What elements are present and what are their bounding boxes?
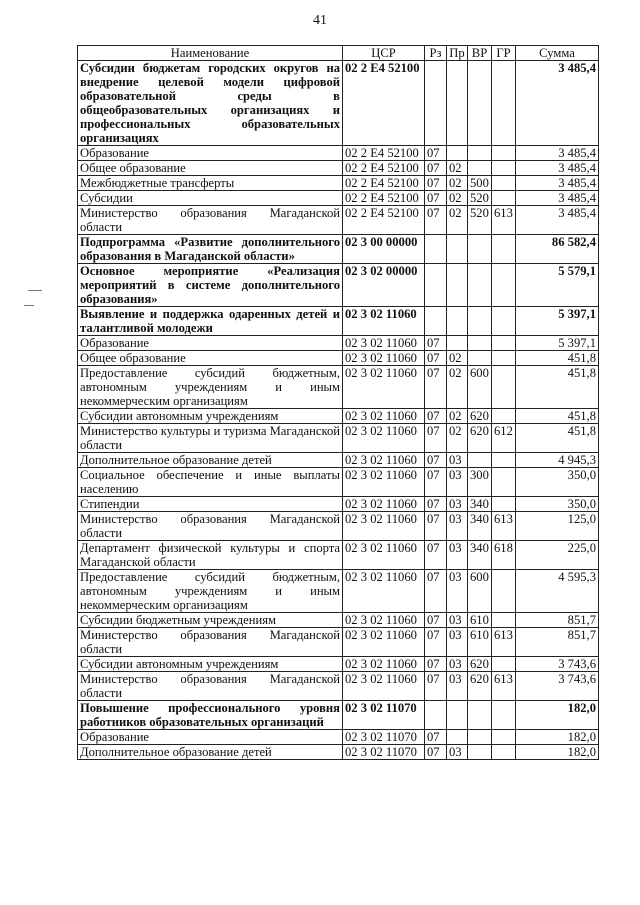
cell-gr — [492, 497, 516, 512]
cell-vr: 300 — [468, 468, 492, 497]
cell-gr: 612 — [492, 424, 516, 453]
cell-csr: 02 2 E4 52100 — [343, 191, 425, 206]
cell-name: Министерство образования Магаданской области — [78, 628, 343, 657]
table-row — [78, 307, 599, 336]
cell-gr — [492, 61, 516, 146]
cell-vr — [468, 264, 492, 307]
table-row — [78, 366, 599, 409]
table-row — [78, 701, 599, 730]
cell-pr: 03 — [447, 745, 468, 760]
cell-gr — [492, 613, 516, 628]
cell-pr: 03 — [447, 657, 468, 672]
cell-csr: 02 3 02 11060 — [343, 307, 425, 336]
cell-sum: 3 743,6 — [516, 672, 599, 701]
table-row — [78, 628, 599, 657]
cell-gr — [492, 366, 516, 409]
cell-pr: 03 — [447, 468, 468, 497]
cell-name: Общее образование — [78, 351, 343, 366]
cell-sum: 3 485,4 — [516, 191, 599, 206]
table-row — [78, 206, 599, 235]
table-header — [78, 46, 599, 61]
cell-pr — [447, 701, 468, 730]
cell-name: Министерство культуры и туризма Магаданской области — [78, 424, 343, 453]
cell-vr: 620 — [468, 657, 492, 672]
table-row — [78, 453, 599, 468]
cell-sum: 4 945,3 — [516, 453, 599, 468]
cell-name: Департамент физической культуры и спорта Магаданской области — [78, 541, 343, 570]
table-row — [78, 336, 599, 351]
cell-gr: 618 — [492, 541, 516, 570]
cell-rz: 07 — [425, 336, 447, 351]
cell-rz: 07 — [425, 191, 447, 206]
cell-sum: 3 485,4 — [516, 206, 599, 235]
cell-pr — [447, 307, 468, 336]
cell-csr: 02 3 02 11060 — [343, 336, 425, 351]
cell-rz: 07 — [425, 176, 447, 191]
cell-vr: 620 — [468, 409, 492, 424]
cell-sum: 451,8 — [516, 409, 599, 424]
cell-pr: 02 — [447, 409, 468, 424]
table-row — [78, 61, 599, 146]
cell-rz: 07 — [425, 146, 447, 161]
cell-csr: 02 3 02 11060 — [343, 613, 425, 628]
cell-pr — [447, 730, 468, 745]
cell-name: Предоставление субсидий бюджетным, автономным учреждениям и иным некоммерческим организациям — [78, 570, 343, 613]
cell-csr: 02 2 E4 52100 — [343, 206, 425, 235]
cell-rz — [425, 264, 447, 307]
cell-name: Межбюджетные трансферты — [78, 176, 343, 191]
table-row — [78, 264, 599, 307]
cell-vr — [468, 61, 492, 146]
cell-pr: 03 — [447, 497, 468, 512]
cell-csr: 02 3 02 11060 — [343, 468, 425, 497]
cell-name: Подпрограмма «Развитие дополнительного образования в Магаданской области» — [78, 235, 343, 264]
cell-gr: 613 — [492, 206, 516, 235]
cell-pr: 03 — [447, 541, 468, 570]
cell-rz: 07 — [425, 745, 447, 760]
cell-gr: 613 — [492, 628, 516, 657]
cell-vr — [468, 161, 492, 176]
cell-vr — [468, 730, 492, 745]
cell-gr — [492, 701, 516, 730]
cell-csr: 02 2 E4 52100 — [343, 61, 425, 146]
table-row — [78, 146, 599, 161]
cell-sum: 3 485,4 — [516, 61, 599, 146]
cell-sum: 3 485,4 — [516, 146, 599, 161]
cell-csr: 02 2 E4 52100 — [343, 146, 425, 161]
cell-gr — [492, 307, 516, 336]
cell-name: Стипендии — [78, 497, 343, 512]
cell-gr — [492, 235, 516, 264]
cell-rz: 07 — [425, 453, 447, 468]
cell-gr — [492, 468, 516, 497]
cell-sum: 851,7 — [516, 628, 599, 657]
cell-sum: 451,8 — [516, 351, 599, 366]
cell-pr: 02 — [447, 176, 468, 191]
cell-name: Субсидии бюджетным учреждениям — [78, 613, 343, 628]
cell-gr — [492, 191, 516, 206]
cell-name: Социальное обеспечение и иные выплаты населению — [78, 468, 343, 497]
cell-rz: 07 — [425, 730, 447, 745]
table-row — [78, 672, 599, 701]
cell-csr: 02 3 02 11060 — [343, 351, 425, 366]
cell-sum: 86 582,4 — [516, 235, 599, 264]
cell-csr: 02 3 02 00000 — [343, 264, 425, 307]
cell-vr: 600 — [468, 366, 492, 409]
cell-csr: 02 3 02 11070 — [343, 745, 425, 760]
cell-pr — [447, 61, 468, 146]
cell-vr: 340 — [468, 541, 492, 570]
cell-pr: 02 — [447, 351, 468, 366]
header-gr: ГР — [492, 46, 516, 61]
cell-csr: 02 3 02 11060 — [343, 424, 425, 453]
cell-name: Дополнительное образование детей — [78, 745, 343, 760]
cell-pr — [447, 264, 468, 307]
cell-gr — [492, 730, 516, 745]
cell-vr: 620 — [468, 672, 492, 701]
cell-csr: 02 3 02 11060 — [343, 497, 425, 512]
cell-name: Министерство образования Магаданской области — [78, 512, 343, 541]
cell-pr: 02 — [447, 366, 468, 409]
cell-rz — [425, 235, 447, 264]
cell-sum: 5 579,1 — [516, 264, 599, 307]
cell-pr: 03 — [447, 570, 468, 613]
cell-gr: 613 — [492, 672, 516, 701]
cell-csr: 02 3 00 00000 — [343, 235, 425, 264]
cell-sum: 350,0 — [516, 468, 599, 497]
cell-sum: 851,7 — [516, 613, 599, 628]
cell-sum: 5 397,1 — [516, 307, 599, 336]
cell-vr — [468, 745, 492, 760]
cell-rz — [425, 61, 447, 146]
cell-csr: 02 3 02 11060 — [343, 657, 425, 672]
cell-gr — [492, 336, 516, 351]
cell-sum: 451,8 — [516, 424, 599, 453]
table-row — [78, 730, 599, 745]
cell-sum: 3 743,6 — [516, 657, 599, 672]
cell-vr: 520 — [468, 191, 492, 206]
cell-sum: 4 595,3 — [516, 570, 599, 613]
cell-vr: 610 — [468, 613, 492, 628]
cell-vr: 600 — [468, 570, 492, 613]
cell-rz: 07 — [425, 366, 447, 409]
cell-rz: 07 — [425, 161, 447, 176]
cell-rz — [425, 307, 447, 336]
cell-rz: 07 — [425, 657, 447, 672]
cell-csr: 02 3 02 11060 — [343, 570, 425, 613]
cell-rz: 07 — [425, 570, 447, 613]
cell-vr: 340 — [468, 512, 492, 541]
cell-vr: 340 — [468, 497, 492, 512]
cell-vr — [468, 351, 492, 366]
cell-name: Образование — [78, 336, 343, 351]
header-pr: Пр — [447, 46, 468, 61]
cell-csr: 02 3 02 11060 — [343, 453, 425, 468]
cell-vr: 620 — [468, 424, 492, 453]
cell-name: Субсидии автономным учреждениям — [78, 409, 343, 424]
cell-rz: 07 — [425, 613, 447, 628]
cell-sum: 3 485,4 — [516, 176, 599, 191]
table-row — [78, 613, 599, 628]
cell-vr — [468, 453, 492, 468]
cell-pr — [447, 235, 468, 264]
cell-rz: 07 — [425, 424, 447, 453]
cell-pr: 02 — [447, 191, 468, 206]
cell-pr: 02 — [447, 161, 468, 176]
cell-rz: 07 — [425, 672, 447, 701]
cell-rz: 07 — [425, 628, 447, 657]
cell-sum: 225,0 — [516, 541, 599, 570]
cell-sum: 5 397,1 — [516, 336, 599, 351]
cell-csr: 02 3 02 11060 — [343, 672, 425, 701]
cell-csr: 02 3 02 11070 — [343, 730, 425, 745]
cell-vr: 500 — [468, 176, 492, 191]
cell-rz: 07 — [425, 409, 447, 424]
cell-name: Дополнительное образование детей — [78, 453, 343, 468]
cell-gr — [492, 657, 516, 672]
table-row — [78, 512, 599, 541]
cell-pr: 03 — [447, 613, 468, 628]
table-row — [78, 424, 599, 453]
header-csr: ЦСР — [343, 46, 425, 61]
cell-pr: 03 — [447, 672, 468, 701]
cell-name: Предоставление субсидий бюджетным, автономным учреждениям и иным некоммерческим организациям — [78, 366, 343, 409]
cell-vr — [468, 235, 492, 264]
cell-rz: 07 — [425, 468, 447, 497]
cell-csr: 02 2 E4 52100 — [343, 161, 425, 176]
cell-rz: 07 — [425, 541, 447, 570]
cell-vr — [468, 307, 492, 336]
cell-sum: 3 485,4 — [516, 161, 599, 176]
cell-sum: 182,0 — [516, 701, 599, 730]
table-row — [78, 657, 599, 672]
cell-gr — [492, 161, 516, 176]
cell-pr: 03 — [447, 512, 468, 541]
cell-pr — [447, 146, 468, 161]
cell-name: Общее образование — [78, 161, 343, 176]
cell-pr: 02 — [447, 424, 468, 453]
table-row — [78, 191, 599, 206]
cell-csr: 02 3 02 11070 — [343, 701, 425, 730]
cell-name: Министерство образования Магаданской области — [78, 672, 343, 701]
cell-gr — [492, 409, 516, 424]
margin-mark — [28, 290, 42, 291]
budget-table — [77, 45, 599, 760]
table-row — [78, 497, 599, 512]
cell-name: Образование — [78, 146, 343, 161]
cell-rz: 07 — [425, 351, 447, 366]
cell-vr: 520 — [468, 206, 492, 235]
cell-csr: 02 3 02 11060 — [343, 628, 425, 657]
cell-csr: 02 3 02 11060 — [343, 366, 425, 409]
cell-name: Образование — [78, 730, 343, 745]
cell-name: Министерство образования Магаданской области — [78, 206, 343, 235]
cell-pr: 02 — [447, 206, 468, 235]
cell-vr: 610 — [468, 628, 492, 657]
cell-csr: 02 3 02 11060 — [343, 541, 425, 570]
cell-gr — [492, 351, 516, 366]
page-number: 41 — [313, 13, 327, 28]
cell-gr — [492, 453, 516, 468]
header-vr: ВР — [468, 46, 492, 61]
cell-rz: 07 — [425, 497, 447, 512]
cell-gr — [492, 146, 516, 161]
cell-csr: 02 3 02 11060 — [343, 409, 425, 424]
margin-mark — [24, 305, 34, 306]
table-body — [78, 61, 599, 760]
cell-gr — [492, 745, 516, 760]
table-row — [78, 541, 599, 570]
cell-name: Основное мероприятие «Реализация мероприятий в системе дополнительного образования» — [78, 264, 343, 307]
cell-sum: 451,8 — [516, 366, 599, 409]
cell-rz: 07 — [425, 512, 447, 541]
table-row — [78, 161, 599, 176]
cell-pr: 03 — [447, 453, 468, 468]
cell-name: Повышение профессионального уровня работников образовательных организаций — [78, 701, 343, 730]
cell-sum: 350,0 — [516, 497, 599, 512]
table-row — [78, 351, 599, 366]
cell-name: Субсидии бюджетам городских округов на внедрение целевой модели цифровой образовательной среды в общеобразовательных организациях и профессиональных образовательных организациях — [78, 61, 343, 146]
table-row — [78, 468, 599, 497]
cell-gr — [492, 570, 516, 613]
cell-sum: 125,0 — [516, 512, 599, 541]
cell-name: Субсидии автономным учреждениям — [78, 657, 343, 672]
table-row — [78, 745, 599, 760]
cell-name: Субсидии — [78, 191, 343, 206]
header-sum: Сумма — [516, 46, 599, 61]
table-row — [78, 235, 599, 264]
cell-rz — [425, 701, 447, 730]
header-rz: Рз — [425, 46, 447, 61]
table-row — [78, 570, 599, 613]
cell-gr — [492, 264, 516, 307]
cell-rz: 07 — [425, 206, 447, 235]
cell-vr — [468, 336, 492, 351]
cell-pr: 03 — [447, 628, 468, 657]
cell-gr — [492, 176, 516, 191]
cell-vr — [468, 146, 492, 161]
cell-csr: 02 2 E4 52100 — [343, 176, 425, 191]
table-row — [78, 176, 599, 191]
cell-sum: 182,0 — [516, 745, 599, 760]
table-row — [78, 409, 599, 424]
cell-csr: 02 3 02 11060 — [343, 512, 425, 541]
cell-gr: 613 — [492, 512, 516, 541]
cell-pr — [447, 336, 468, 351]
cell-vr — [468, 701, 492, 730]
header-name: Наименование — [78, 46, 343, 61]
cell-sum: 182,0 — [516, 730, 599, 745]
cell-name: Выявление и поддержка одаренных детей и талантливой молодежи — [78, 307, 343, 336]
